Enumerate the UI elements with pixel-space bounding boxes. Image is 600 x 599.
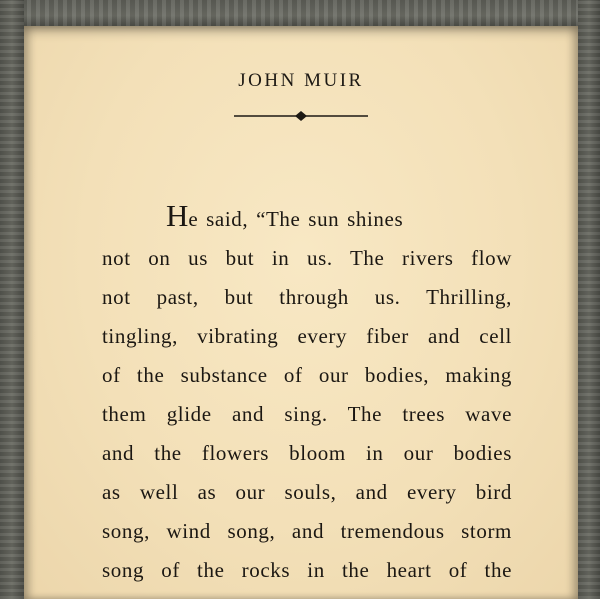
frame-right-edge	[578, 0, 600, 599]
quote-line: as well as our souls, and every bird	[102, 480, 512, 504]
frame-left-edge	[0, 0, 24, 599]
quote-line: them glide and sing. The trees wave	[102, 402, 512, 426]
book-page	[24, 26, 578, 599]
quote-line-1	[102, 196, 512, 239]
author-heading: JOHN MUIR	[238, 70, 364, 91]
quote-line-1-rest: e said, “The sun shines	[188, 207, 404, 231]
quote-line: song of the rocks in the heart of the	[102, 558, 512, 582]
quote-text	[102, 196, 512, 590]
quote-line: tingling, vibrating every fiber and cell	[102, 324, 512, 348]
frame-top-edge	[0, 0, 600, 26]
divider-ornament-icon	[234, 110, 368, 122]
quote-line: not on us but in us. The rivers flow	[102, 246, 512, 270]
quote-line: and the flowers bloom in our bodies	[102, 441, 512, 465]
quote-line: of the substance of our bodies, making	[102, 363, 512, 387]
quote-line: song, wind song, and tremendous storm	[102, 519, 512, 543]
drop-cap: H	[166, 198, 189, 233]
quote-line: not past, but through us. Thrilling,	[102, 285, 512, 309]
